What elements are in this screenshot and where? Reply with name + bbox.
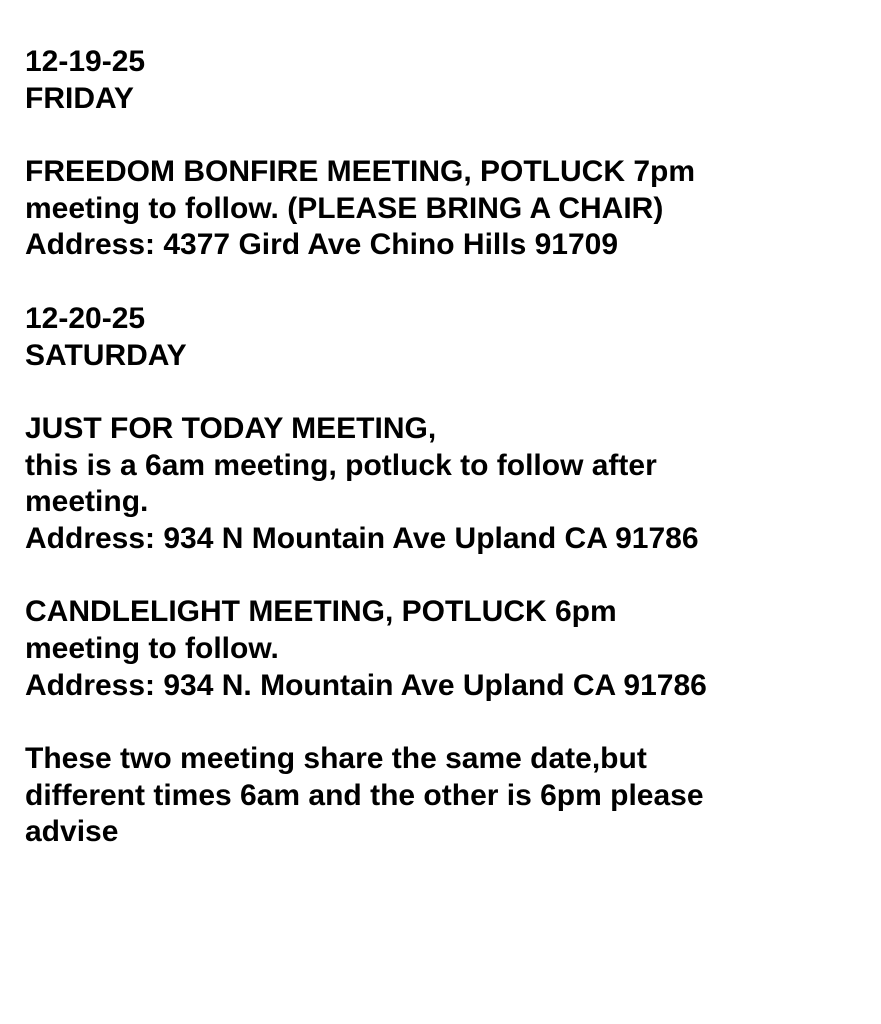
day2-date: 12-20-25 [25, 301, 146, 335]
day1-weekday: FRIDAY [25, 81, 134, 115]
just-for-today-address: Address: 934 N Mountain Ave Upland CA 91786 [25, 521, 699, 555]
candlelight-address: Address: 934 N. Mountain Ave Upland CA 91786 [25, 668, 707, 702]
day1-date: 12-19-25 [25, 45, 146, 78]
spacer [25, 374, 875, 411]
spacer [25, 558, 875, 595]
candlelight-line1: CANDLELIGHT MEETING, POTLUCK 6pm [25, 595, 617, 629]
note-line3: advise [25, 815, 119, 849]
just-for-today-line2: this is a 6am meeting, potluck to follow after [25, 448, 657, 482]
spacer [25, 117, 875, 154]
bonfire-meeting-address: Address: 4377 Gird Ave Chino Hills 91709 [25, 228, 619, 262]
note-line2: different times 6am and the other is 6pm please [25, 778, 704, 812]
just-for-today-line1: JUST FOR TODAY MEETING, [25, 411, 437, 445]
note-document [25, 44, 875, 851]
candlelight-line2: meeting to follow. [25, 632, 279, 665]
bonfire-meeting-line2: meeting to follow. (PLEASE BRING A CHAIR) [25, 191, 664, 225]
day2-weekday: SATURDAY [25, 338, 187, 372]
spacer [25, 264, 875, 301]
bonfire-meeting-line1: FREEDOM BONFIRE MEETING, POTLUCK 7pm [25, 155, 696, 189]
note-line1: These two meeting share the same date,but [25, 742, 647, 776]
just-for-today-line3: meeting. [25, 485, 149, 519]
spacer [25, 704, 875, 741]
